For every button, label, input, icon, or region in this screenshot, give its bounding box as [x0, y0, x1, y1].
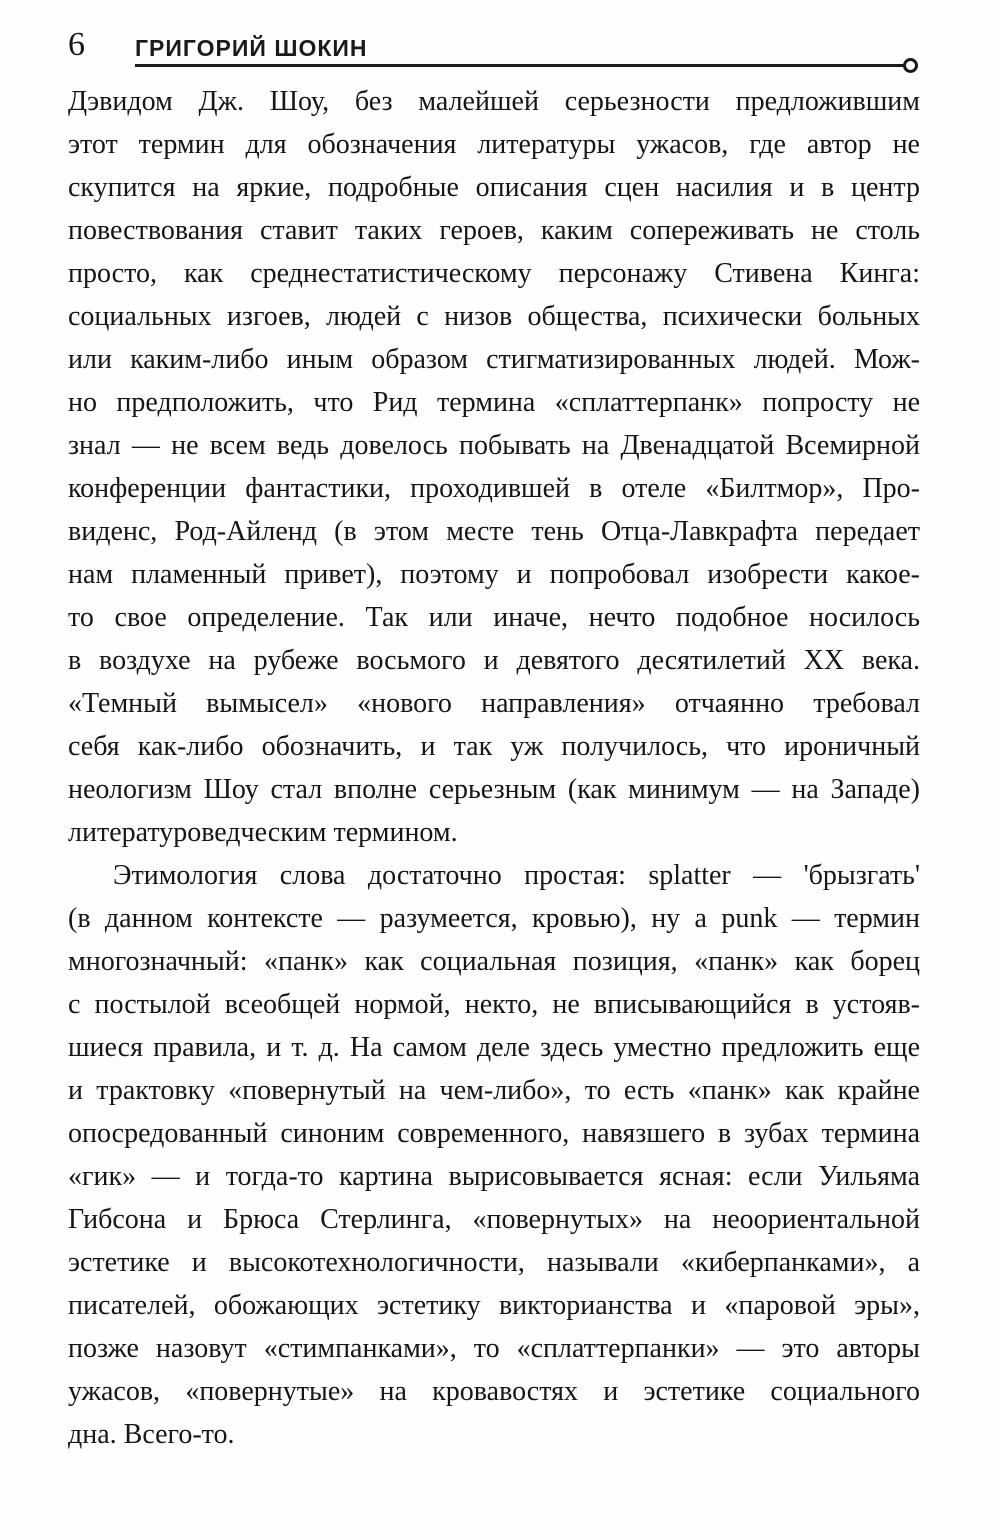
- text-line: писателей, обожающих эстетику викторианства и «паровой эры»,: [68, 1290, 920, 1321]
- text-line: скупится на яркие, подробные описания сцен насилия и в центр: [68, 172, 920, 203]
- text-line: виденс, Род-Айленд (в этом месте тень Отца-Лавкрафта передает: [68, 516, 920, 547]
- text-line: этот термин для обозначения литературы ужасов, где автор не: [68, 129, 920, 160]
- text-line: многозначный: «панк» как социальная позиция, «панк» как борец: [68, 946, 920, 977]
- text-line: с постылой всеобщей нормой, некто, не вписывающийся в устояв-: [68, 989, 920, 1020]
- text-line: литературоведческим термином.: [68, 817, 458, 848]
- text-line: (в данном контексте — разумеется, кровью), ну а punk — термин: [68, 903, 920, 934]
- text-line: себя как-либо обозначить, и так уж получилось, что ироничный: [68, 731, 920, 762]
- text-line: но предположить, что Рид термина «сплаттерпанк» попросту не: [68, 387, 920, 418]
- text-line: ужасов, «повернутые» на кровавостях и эстетике социального: [68, 1376, 920, 1407]
- text-line: Гибсона и Брюса Стерлинга, «повернутых» на неоориентальной: [68, 1204, 920, 1235]
- text-line: «гик» — и тогда-то картина вырисовывается ясная: если Уильяма: [68, 1161, 920, 1192]
- text-line: эстетике и высокотехнологичности, называли «киберпанками», а: [68, 1247, 920, 1278]
- text-line: Дэвидом Дж. Шоу, без малейшей серьезности предложившим: [68, 86, 920, 117]
- body-text: [68, 80, 920, 1456]
- text-line: позже назовут «стимпанками», то «сплаттерпанки» — это авторы: [68, 1333, 920, 1364]
- text-line: в воздухе на рубеже восьмого и девятого десятилетий XX века.: [68, 645, 920, 676]
- text-line: шиеся правила, и т. д. На самом деле здесь уместно предложить еще: [68, 1032, 920, 1063]
- text-line: опосредованный синоним современного, навязшего в зубах термина: [68, 1118, 920, 1149]
- text-line: конференции фантастики, проходившей в отеле «Билтмор», Про-: [68, 473, 920, 504]
- page-number: 6: [68, 26, 85, 63]
- text-line: и трактовку «повернутый на чем-либо», то есть «панк» как крайне: [68, 1075, 920, 1106]
- header-rule: [135, 64, 904, 67]
- text-line: или каким-либо иным образом стигматизированных людей. Мож-: [68, 344, 920, 375]
- text-line: социальных изгоев, людей с низов общества, психически больных: [68, 301, 920, 332]
- page-header: [0, 0, 1000, 80]
- text-line: то свое определение. Так или иначе, нечто подобное носилось: [68, 602, 920, 633]
- text-line: знал — не всем ведь довелось побывать на Двенадцатой Всемирной: [68, 430, 920, 461]
- circle-ornament-icon: [903, 58, 918, 73]
- text-line: «Темный вымысел» «нового направления» отчаянно требовал: [68, 688, 920, 719]
- text-line: дна. Всего-то.: [68, 1419, 235, 1450]
- text-line: нам пламенный привет), поэтому и попробовал изобрести какое-: [68, 559, 920, 590]
- running-header-author: ГРИГОРИЙ ШОКИН: [135, 35, 368, 61]
- text-line: Этимология слова достаточно простая: splatter — 'брызгать': [113, 860, 920, 891]
- text-line: неологизм Шоу стал вполне серьезным (как минимум — на Западе): [68, 774, 920, 805]
- text-line: повествования ставит таких героев, каким сопереживать не столь: [68, 215, 920, 246]
- text-line: просто, как среднестатистическому персонажу Стивена Кинга:: [68, 258, 920, 289]
